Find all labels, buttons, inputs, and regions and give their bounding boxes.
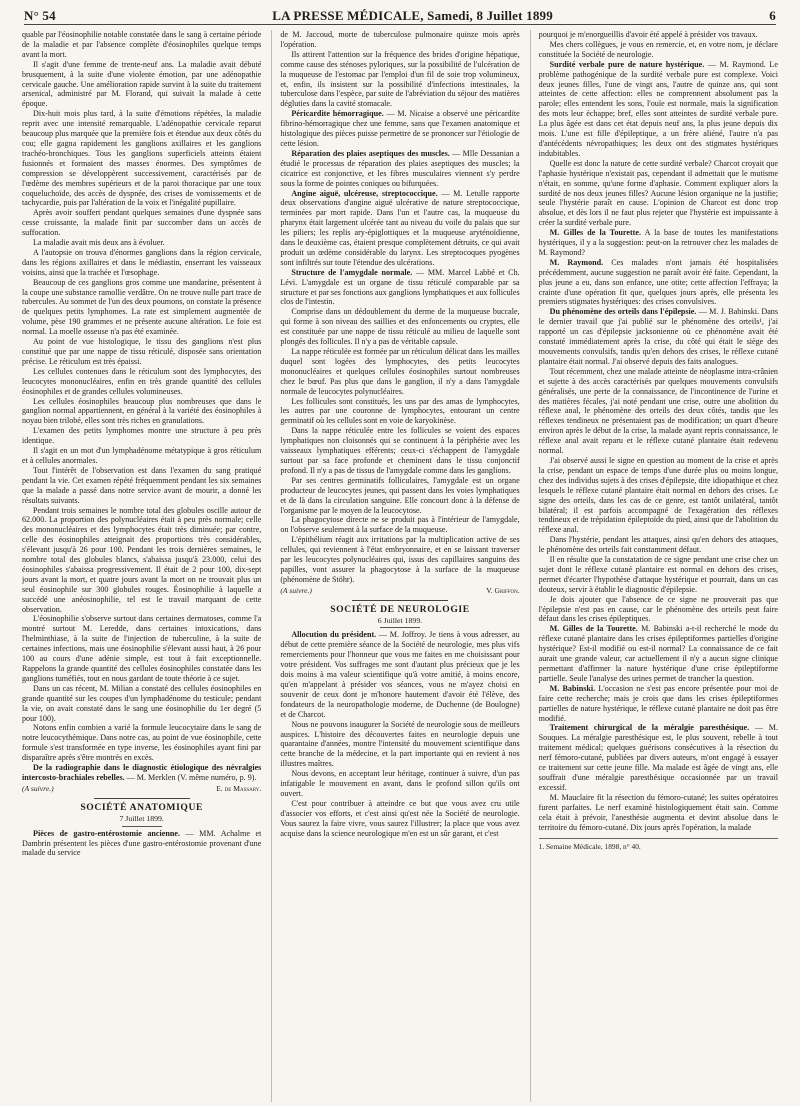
section-title: SOCIÉTÉ ANATOMIQUE xyxy=(80,801,203,813)
paragraph: Dix-huit mois plus tard, à la suite d'émotions répétées, la maladie reprit avec une intensité remarquable. L'adénopathie cervicale reparut beaucoup plus marquée que la première fois et étendue aux deux côtés du cou; elle gagna rapidement les ganglions axillaires et les ganglions trachéo-bronchiques. Tous les ganglions superficiels atteints étaient fusionnés et formaient des masses énormes. Des symptômes de compression se développèrent successivement, caractérisés par de l'œdème des membres supérieurs et de la paroi thoracique par une toux coqueluchoïde, des accès de dyspnée, des crises de vomissements et de tachycardie, puis par l'altération de la voix et l'inégalité pupillaire. xyxy=(22,109,262,208)
item-heading: Péricardite hémorragique. xyxy=(291,109,384,119)
paragraph xyxy=(539,684,778,724)
paragraph: Beaucoup de ces ganglions gros comme une mandarine, présentent à la coupe une substance ramollie verdâtre. On ne trouve nulle part trace de tubercules. Au sommet de l'un des deux poumons, on constate la présence de quelques petits lymphomes. La rate est simplement augmentée de volume, pèse 190 grammes et ne présente aucune altération. Le foie est normal. La moelle osseuse n'a pas été examinée. xyxy=(22,277,262,337)
footnote xyxy=(539,838,778,852)
page-number: 6 xyxy=(769,8,776,23)
author-signature: V. Griffon. xyxy=(486,585,520,595)
section-title: SOCIÉTÉ DE NEUROLOGIE xyxy=(330,603,470,615)
item-text: — M. Merklen (V. même numéro, p. 9). xyxy=(124,772,257,782)
paragraph: M. Mauclaire fit la résection du fémoro-cutané; les suites opératoires furent parfaites. Le nerf examiné histologiquement était sain. Comme cela était à prévoir, l'anesthésie augmenta et devint absolue dans le territoire du fémoro-cutané. Dix jours après l'opération, la malade xyxy=(538,792,778,832)
paragraph: Au point de vue histologique, le tissu des ganglions n'est plus constitué que par une nappe de tissu réticulé, disposée sans orientation précise. Le réticulum est très épaissi. xyxy=(22,337,262,366)
paragraph: Mes chers collègues, je vous en remercie, et, en votre nom, je déclare constituée la Société de neurologie. xyxy=(538,39,778,59)
paragraph xyxy=(22,763,261,783)
paragraph: Nous devons, en acceptant leur héritage, continuer à suivre, d'un pas infatigable le mouvement en avant, dans le profond sillon qu'ils ont ouvert. xyxy=(280,769,520,798)
column-1 xyxy=(22,30,261,1102)
column-3 xyxy=(530,30,778,1102)
divider xyxy=(94,798,190,799)
paragraph: Pendant trois semaines le nombre total des globules oscille autour de 62.000. La proportion des polynucléaires était à peu près normale; celle des mononucléaires et des lymphocytes était très diminuée; par contre, celle des éosinophiles atteignait des proportions très considérables, s'élevant jusqu'à 26 pour 100. Pendant les trois dernières semaines, le nombre total des globules blancs, s'abaissa jusqu'à 23.000, celui des éosinophiles s'abaissa progressivement. Il était de 2 pour 100, dix-sept jours avant la mort, et quatre jours avant la mort on ne trouvait plus un seul éosinophile sur 300 globules rouges. Éosinophilie à laquelle a succédé une anéosinophilie, tel est le travail marquant de cette observation. xyxy=(22,505,262,614)
paragraph: Notons enfin combien a varié la formule leucocytaire dans le sang de notre leucocythémique. Dans notre cas, au point de vue éosinophile, cette formule s'est transformée en type inverse, les éosinophiles ayant fini par disparaître après s'être montrés en excès. xyxy=(22,723,262,763)
item-text: — M. Nicaise a observé une péricardite fibrino-hémorragique chez une femme, sans que l'examen anatomique et histologique des pièces puisse permettre de se prononcer sur l'étiologie de cette lésion. xyxy=(280,109,520,148)
paragraph: Les cellules éosinophiles beaucoup plus nombreuses que dans le ganglion normal appartiennent, en général à la variété des éosinophiles à noyau bien trilobé, elles sont très riches en granulations. xyxy=(22,396,262,426)
paragraph xyxy=(539,60,778,159)
item-heading: M. Raymond. xyxy=(549,257,604,267)
paragraph: Par ses centres germinatifs folliculaires, l'amygdale est un organe producteur de leucocytes jeunes, qui passent dans les voies lymphatiques et de là dans la circulation sanguine. Elle concourt donc à la défense de l'organisme par le moyen de la leucocytose. xyxy=(280,475,520,515)
paragraph xyxy=(280,268,519,308)
paragraph: pourquoi je m'enorgueillis d'avoir été appelé à présider vos travaux. xyxy=(538,30,758,39)
journal-title: LA PRESSE MÉDICALE, Samedi, 8 Juillet 1899 xyxy=(272,8,553,23)
paragraph: Dans l'hystérie, pendant les attaques, ainsi qu'en dehors des attaques, le phénomène des orteils fait constamment défaut. xyxy=(538,535,778,555)
paragraph: L'examen des petits lymphomes montre une structure à peu près identique. xyxy=(22,426,262,446)
column-2 xyxy=(271,30,519,1102)
item-heading: Traitement chirurgical de la méralgie paresthésique. xyxy=(549,723,750,733)
section-date: 7 Juillet 1899. xyxy=(22,814,261,827)
divider xyxy=(352,600,448,601)
paragraph: Il s'agit d'une femme de trente-neuf ans. La maladie avait débuté brusquement, à la suite d'une violente émotion, par une adénopathie cervicale gauche. Une amélioration rapide survint à la suite du traitement arsenical, administré par M. Florand, qui suivait la malade à cette époque. xyxy=(22,59,262,109)
section-date: 6 Juillet 1899. xyxy=(280,616,519,629)
issue-number: N° 54 xyxy=(24,8,56,23)
paragraph xyxy=(280,630,519,719)
paragraph: L'éosinophilie s'observe surtout dans certaines dermatoses, comme l'a montré surtout M. Leredde, dans certaines intoxications, dans l'helminthiase, à la suite de l'injection de tuberculine, à la suite de certaines infections, mais une éosinophilie s'élevant aussi haut, à 26 pour 100 au cours d'une adénie simple, est tout à fait exceptionnelle. Rappelons la grande quantité des cellules éosinophiles constatée dans les ganglions tuméfiés, tout en nous gardant de toute théorie à ce sujet. xyxy=(22,614,262,683)
paragraph: Les cellules contenues dans le réticulum sont des lymphocytes, des leucocytes mononucléaires, enfin en très grande quantité des cellules éosinophiles et de grandes cellules volumineuses. xyxy=(22,366,262,396)
item-text: L'occasion ne s'est pas encore présentée pour moi de faire cette recherche; mais je crois que dans les crises épileptiformes partielles de nature hystérique, le réflexe cutané plantaire ne doit pas être modifié. xyxy=(538,683,778,723)
paragraph: Comprise dans un dédoublement du derme de la muqueuse buccale, qui forme à son niveau des saillies et des enfoncements ou cryptes, elle est constituée par une nappe de tissu réticulé au milieu de laquelle sont plongés des follicules. Il n'y a pas de véritable capsule. xyxy=(280,307,520,347)
paragraph: Je dois ajouter que l'absence de ce signe ne prouverait pas que l'épilepsie n'est pas en cause, car le phénomène des orteils peut faire défaut dans les crises épileptiques. xyxy=(538,594,778,624)
item-heading: Angine aiguë, ulcéreuse, streptococcique. xyxy=(291,188,438,198)
paragraph: Ils attirent l'attention sur la fréquence des brides d'origine hépatique, comme cause des sténoses pyloriques, sur la possibilité de l'ulcération de la muqueuse de l'estomac par l'emploi d'un fil de soie trop volumineux, et, enfin, ils insistent sur la possibilité d'infections intestinales, la tuberculose dans l'espèce, par suite de l'abréviation du séjour des matières dégluties dans la cavité stomacale. xyxy=(280,49,520,109)
item-text: M. Babinski a-t-il recherché le mode du réflexe cutané plantaire dans les crises épileptiformes partielles d'origine hystérique? Est-il modifié ou est-il normal? La connaissance de ce fait aurait une grande valeur, car actuellement il n'y a aucun signe clinique permettant d'affirmer la nature hystérique d'une crise épileptiforme partielle. Seule l'analyse des urines permet de trancher la question. xyxy=(538,624,778,683)
item-text: — MM. Achalme et Dambrin présentent les pièces d'une gastro-entérostomie provenant d'une malade du service xyxy=(22,828,262,858)
item-heading: M. Gilles de la Tourette. xyxy=(549,228,641,238)
item-heading: Allocution du président. xyxy=(291,630,377,640)
signature-line xyxy=(22,784,261,794)
paragraph: Après avoir souffert pendant quelques semaines d'une dyspnée sans cesse croissante, la malade finit par succomber dans un accès de suffocation. xyxy=(22,208,262,238)
item-text: — M. Joffroy. Je tiens à vous adresser, au début de cette première séance de la Société de neurologie, mes plus vifs remerciements pour l'honneur que vous me faites en me choisissant pour votre président. Vos suffrages me sont d'autant plus précieux que je les dois moins à ma valeur scientifique qu'à votre amitié, à moins encore, qu'en m'appelant à présider vos séances, vous ne m'ayez choisi en souvenir de ceux dont je m'honore hautement d'avoir été l'élève, des fondateurs de la neuropathologie moderne, de Duchenne (de Boulogne) et de Charcot. xyxy=(280,630,520,719)
paragraph xyxy=(539,258,778,308)
paragraph: A l'autopsie on trouva d'énormes ganglions dans la région cervicale, dans les régions axillaires et dans le médiastin, enserrant les vaisseaux voisins, ainsi que la trachée et l'œsophage. xyxy=(22,247,262,277)
signature-line xyxy=(280,586,519,596)
paragraph: Nous ne pouvons inaugurer la Société de neurologie sous de meilleurs auspices. L'histoire des découvertes faites en neurologie depuis une quarantaine d'années, montre l'intensité du mouvement scientifique dans cette branche de la médecine, et la part importante qui en revient à nos illustres maîtres. xyxy=(280,719,520,769)
item-heading: M. Babinski. xyxy=(549,683,596,693)
paragraph xyxy=(539,228,778,258)
item-text: — M. J. Babinski. Dans le dernier travail que j'ai publié sur le phénomène des orteils¹, j'ai rapporté un cas d'épilepsie jacksonienne où ce phénomène avait été constaté immédiatement après la crise, du côté qui était le siège des mouvements convulsifs, tandis qu'en dehors des crises, le réflexe cutané plantaire était normal. J'ai observé depuis des faits analogues. xyxy=(538,307,778,366)
paragraph: Il s'agit en un mot d'un lymphadénome métatypique à gros réticulum et à cellules anormales. xyxy=(22,446,262,465)
paragraph: Les follicules sont constitués, les uns par des amas de lymphocytes, les autres par une couronne de lymphocytes, entourant un centre germinatif où les cellules sont en voie de karyokinèse. xyxy=(280,396,520,426)
paragraph: C'est pour contribuer à atteindre ce but que vous avez cru utile d'associer vos efforts, et c'est ainsi qu'est née la Société de neurologie. Vous saurez la faire vivre, vous saurez l'illustrer; la place que vous avez acquise dans la science neurologique m'en est un sûr garant, et c'est xyxy=(280,798,520,838)
item-text: A la base de toutes les manifestations hystériques, il y a la suggestion: peut-on la retrouver chez les malades de M. Raymond? xyxy=(538,228,778,257)
paragraph: quable par l'éosinophilie notable constatée dans le sang à certaine période de la maladie et par l'absence complète d'éosinophiles quelque temps avant la mort. xyxy=(22,30,262,59)
paragraph: J'ai observé aussi le signe en question au moment de la crise et après la crise, pendant un espace de temps d'une durée plus ou moins longue, chez des individus sujets à des crises d'épilepsie, dite idiopathique et chez lesquels le réflexe cutané plantaire était normal en dehors des crises. Le signe des orteils, dans les cas de ce genre, est tantôt unilatéral, tantôt bilatéral; il est parfois accompagné de l'exagération des réflexes tendineux et de trépidation épileptoïde du pied, ainsi que de l'abolition du réflexe anal. xyxy=(538,455,778,535)
item-heading: Du phénomène des orteils dans l'épilepsie. xyxy=(549,307,697,317)
item-text: — M. Letulle rapporte deux observations d'angine aiguë ulcérative de nature streptococcique, terminées par mort rapide. Dans l'un et l'autre cas, la muqueuse du pharynx était largement ulcérée tant au niveau du voile du palais que sur les piliers; les replis ary-épiglottiques et la muqueuse aryténoïdienne, dans le deuxième cas, étaient presque complètement détruits, ce qui avait produit un œdème considérable du larynx. Les streptocoques pyogènes sont infiltrés sur toute l'étendue des ulcérations. xyxy=(280,188,520,267)
article-columns xyxy=(22,30,778,1102)
paragraph xyxy=(539,723,778,792)
page-header xyxy=(24,4,776,25)
item-heading: Structure de l'amygdale normale. xyxy=(291,267,413,277)
paragraph xyxy=(539,624,778,683)
item-text: Ces malades n'ont jamais été hospitalisées précédemment, aucune suggestion ne paraît avoir été faite. Cependant, la plus jeune a eu, dans son enfance, une otite; cette affection l'effraya; la crainte d'une opération fit que, quelques jours après, elle présenta les premiers stigmates hystériques: des crises convulsives. xyxy=(538,257,778,307)
paragraph: Quelle est donc la nature de cette surdité verbale? Charcot croyait que l'aphasie hystérique n'existait pas, cependant il admettait que le mutisme n'était, en somme, qu'une forme d'aphasie. Comment expliquer alors la surdité de nos deux jeunes filles? Aucune lésion organique ne la justifie; seule l'hystérie paraît en cause. L'opinion de Charcot est donc trop absolue, et dès lors il ne faut plus rejeter que l'hystérie est impuissante à créer la surdité verbale pure. xyxy=(538,158,778,228)
item-text: — M. Souques. La méralgie paresthésique est, le plus souvent, rebelle à tout traitement médical; quelques guérisons consécutives à la résection du nerf fémoro-cutané, publiées par divers auteurs, m'ont engagé à essayer ce traitement sur cette jeune fille. Ma malade est âgée de vingt ans, elle souffrait d'une méralgie paresthésique occasionnée par un travail excessif. xyxy=(538,723,778,792)
item-text: — M. Raymond. Le problème pathogénique de la surdité verbale pure est complexe. Voici deux jeunes filles, l'une de vingt ans, l'autre de quinze ans, qui sont atteintes de cette affection: elles ne comprennent absolument pas la parole; elles entendent les sons, l'ouïe est normale, mais la signification des mots leur échappe; bref, elles sont atteintes de surdité verbale pure. La plus âgée est dans cet état depuis neuf ans, la plus jeune depuis dix mois. L'une est fille d'épileptique, a un frère aliéné, l'autre n'a pas d'antécédents névropathiques; les deux ont des stigmates hystériques indubitables. xyxy=(538,59,778,158)
footnote-text: 1. Semaine Médicale, 1898, n° 40. xyxy=(538,842,641,852)
item-heading: Surdité verbale pure de nature hystérique. xyxy=(549,59,705,69)
paragraph: La phagocytose directe ne se produit pas à l'intérieur de l'amygdale, on l'observe seulement à la surface de la muqueuse. xyxy=(280,515,520,535)
item-heading: Réparation des plaies aseptiques des muscles. xyxy=(291,148,450,158)
paragraph: de M. Jaccoud, morte de tuberculose pulmonaire quinze mois après l'opération. xyxy=(280,30,520,49)
continued-note: (A suivre.) xyxy=(22,783,54,793)
paragraph xyxy=(539,307,778,366)
item-heading: Pièces de gastro-entérostomie ancienne. xyxy=(33,828,180,838)
paragraph: Dans un cas récent, M. Milian a constaté des cellules éosinophiles en grande quantité sur les coupes d'un lymphadénome du testicule; pendant la vie, on avait constaté dans le sang une éosinophilie du 1er degré (5 pour 100). xyxy=(22,683,262,723)
continued-note: (A suivre.) xyxy=(280,585,312,595)
paragraph xyxy=(22,829,261,859)
item-heading: M. Gilles de la Tourette. xyxy=(549,624,638,634)
paragraph: La nappe réticulée est formée par un réticulum délicat dans les mailles duquel sont logées des lymphocytes, des petits leucocytes mononucléaires et quelques cellules éosinophiles surtout nombreuses chez le bœuf. Pas plus que dans le ganglion, il n'y a dans l'amygdale normale de leucocytes polynucléaires. xyxy=(280,347,520,396)
paragraph: L'épithélium réagit aux irritations par la multiplication active de ses cellules, qui reviennent à l'état embryonnaire, et en se laissant traverser par les leucocytes polynucléaires qui, issus des capillaires sanguins des papilles, vont assurer la phagocytose à la surface de la muqueuse (phénomène de Stöhr). xyxy=(280,535,520,584)
paragraph xyxy=(280,149,519,189)
item-text: — MM. Marcel Labbé et Ch. Lévi. L'amygdale est un organe de tissu réticulé comparable par sa structure et par ses fonctions aux ganglions lymphatiques et aux follicules clos de l'intestin. xyxy=(280,267,520,307)
paragraph: Dans la nappe réticulée entre les follicules se voient des espaces lymphatiques non cloisonnés qui se continuent à la périphérie avec les vaisseaux lymphatiques efférents; ceux-ci s'échappent de l'amygdale surtout par sa face profonde et cheminent dans le tissu conjonctif profond. Il n'y a pas de tissus de l'amygdale comme dans les ganglions. xyxy=(280,426,520,475)
paragraph xyxy=(280,189,519,268)
paragraph: Tout l'intérêt de l'observation est dans l'examen du sang pratiqué pendant la vie. Cet examen répété fréquemment pendant les six semaines que la malade a passé dans notre service avant de mourir, a donné les résultats suivants. xyxy=(22,465,262,505)
paragraph: Il en résulte que la constatation de ce signe pendant une crise chez un sujet dont le réflexe cutané plantaire est normal en dehors des crises, permet d'écarter l'hypothèse d'attaque hystérique et pourrait, dans un cas douteux, servir à établir le diagnostic d'épilepsie. xyxy=(538,555,778,594)
paragraph: Tout récemment, chez une malade atteinte de néoplasme intra-crânien et sujette à des accès caractérisés par quelques mouvements convulsifs généralisés, une perte de la connaissance, de l'incontinence de l'urine et des matières fécales, j'ai noté pendant une crise, outre une abolition du réflexe anal, le phénomène des orteils des deux côtés, tandis que les réflexes tendineux ne présentaient pas de modification; un quart d'heure environ après le début de la crise, la malade ayant repris connaissance, le réflexe anal avait reparu et le réflexe cutané plantaire était redevenu normal. xyxy=(538,366,778,456)
paragraph xyxy=(280,109,519,149)
paragraph: La maladie avait mis deux ans à évoluer. xyxy=(33,238,165,248)
author-signature: E. de Massary. xyxy=(216,783,262,793)
item-heading: De la radiographie dans le diagnostic étiologique des névralgies intercosto-brachiales rebelles. xyxy=(22,763,262,782)
item-text: — Mlle Dessanian a étudié le processus de réparation des plaies aseptiques des muscles; la cicatrice est conjonctive, et les fibres musculaires viennent s'y perdre sous la forme de pointes coniques ou bifurquées. xyxy=(280,148,520,188)
